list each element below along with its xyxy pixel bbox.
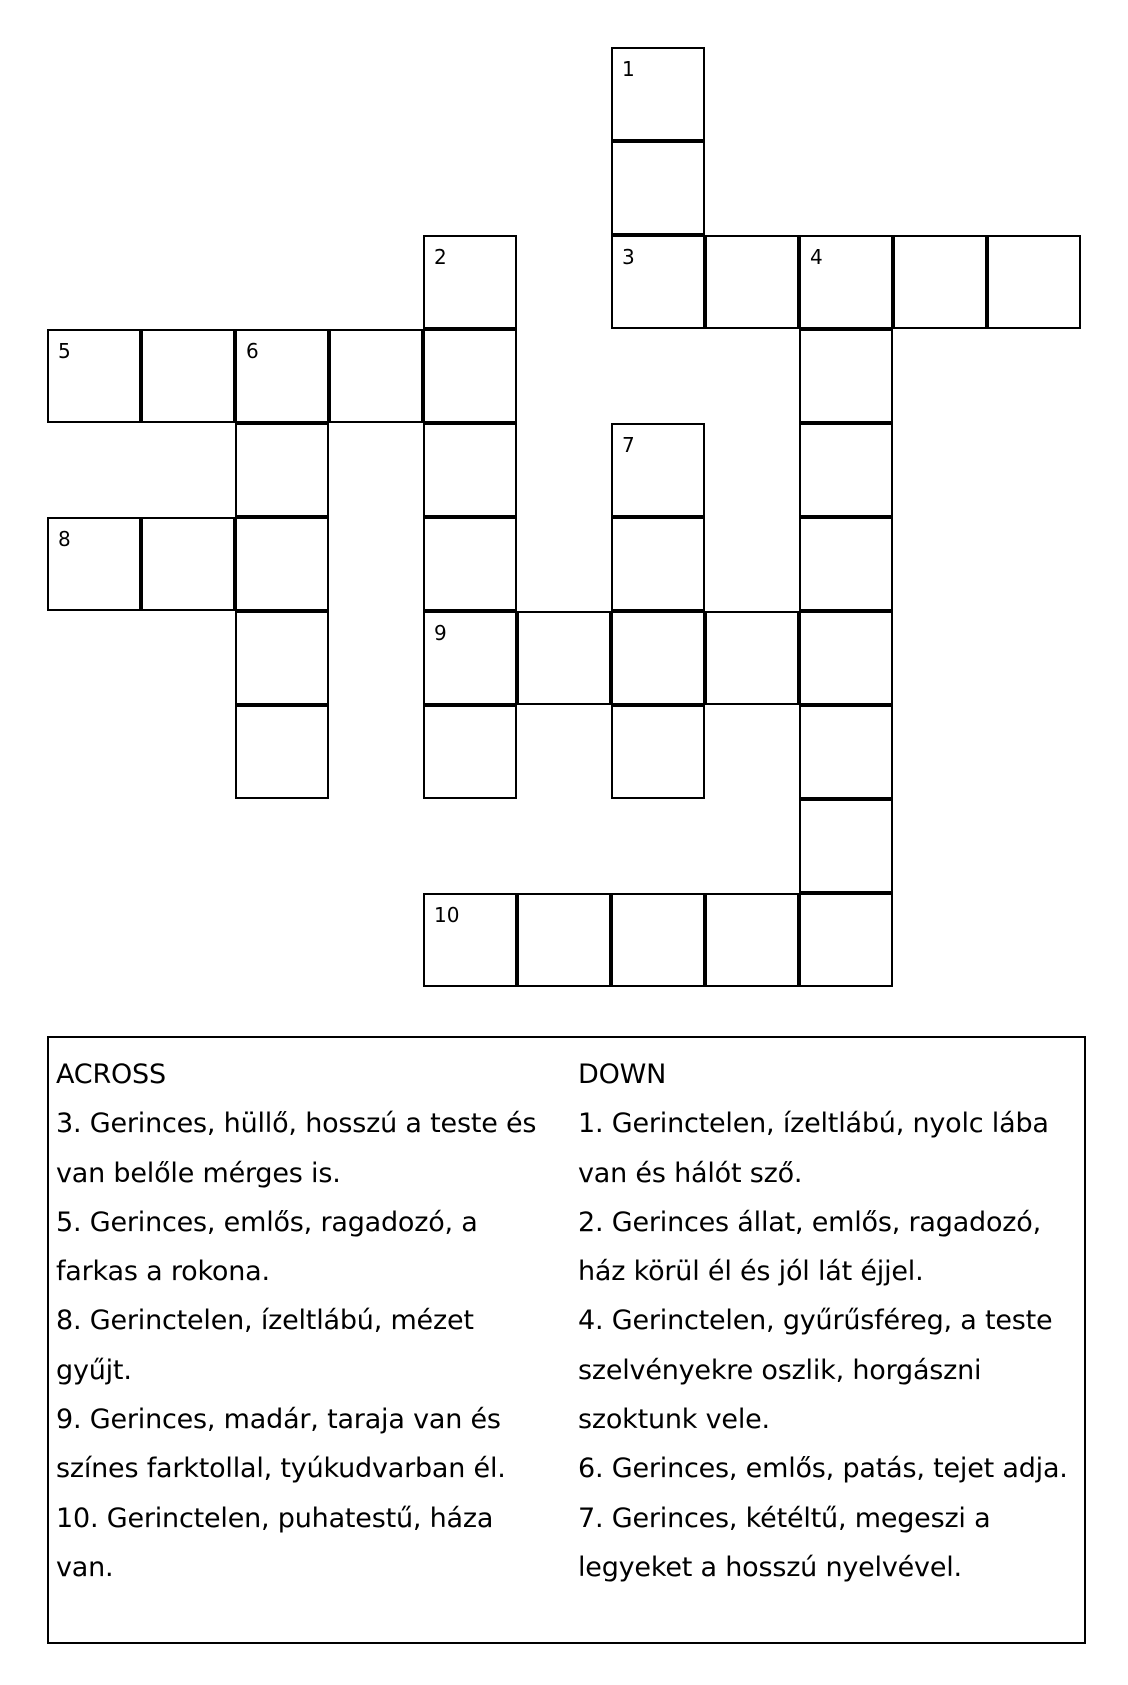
crossword-cell[interactable] — [799, 705, 893, 799]
crossword-cell[interactable] — [893, 235, 987, 329]
clue-line: ház körül él és jól lát éjjel. — [578, 1256, 924, 1288]
crossword-cell[interactable] — [705, 893, 799, 987]
crossword-cell[interactable] — [799, 893, 893, 987]
crossword-cell[interactable] — [517, 611, 611, 705]
across-heading: ACROSS — [56, 1059, 166, 1090]
crossword-cell[interactable] — [799, 329, 893, 423]
crossword-cell[interactable] — [423, 329, 517, 423]
clue-number: 6 — [246, 339, 259, 363]
clue-line: van. — [56, 1551, 114, 1583]
crossword-cell[interactable] — [235, 329, 329, 423]
clue-number: 7 — [622, 433, 635, 457]
across-clues — [56, 1050, 571, 1592]
clue-line: szelvényekre oszlik, horgászni — [578, 1354, 982, 1386]
crossword-cell[interactable] — [705, 611, 799, 705]
clue-number: 5 — [58, 339, 71, 363]
clue-line: szoktunk vele. — [578, 1404, 770, 1436]
clue-line: 10. Gerinctelen, puhatestű, háza — [56, 1502, 494, 1534]
crossword-cell[interactable] — [705, 235, 799, 329]
clue-number: 9 — [434, 621, 447, 645]
crossword-cell[interactable] — [423, 893, 517, 987]
crossword-cell[interactable] — [611, 611, 705, 705]
crossword-cell[interactable] — [799, 517, 893, 611]
clue-line: 4. Gerinctelen, gyűrűsféreg, a teste — [578, 1305, 1053, 1337]
clue-line: 1. Gerinctelen, ízeltlábú, nyolc lába — [578, 1108, 1049, 1140]
clue-line: gyűjt. — [56, 1354, 132, 1386]
clue-number: 2 — [434, 245, 447, 269]
crossword-cell[interactable] — [423, 235, 517, 329]
crossword-cell[interactable] — [235, 611, 329, 705]
clue-line: van belőle mérges is. — [56, 1157, 341, 1189]
down-heading: DOWN — [578, 1059, 667, 1090]
clue-number: 3 — [622, 245, 635, 269]
crossword-cell[interactable] — [423, 611, 517, 705]
crossword-cell[interactable] — [141, 329, 235, 423]
crossword-cell[interactable] — [329, 329, 423, 423]
clue-line: 9. Gerinces, madár, taraja van és — [56, 1404, 501, 1436]
clue-number: 8 — [58, 527, 71, 551]
crossword-cell[interactable] — [423, 423, 517, 517]
crossword-cell[interactable] — [611, 423, 705, 517]
crossword-cell[interactable] — [611, 141, 705, 235]
clue-line: 3. Gerinces, hüllő, hosszú a teste és — [56, 1108, 537, 1140]
crossword-cell[interactable] — [611, 47, 705, 141]
down-clues — [578, 1050, 1083, 1592]
crossword-cell[interactable] — [611, 235, 705, 329]
crossword-cell[interactable] — [799, 235, 893, 329]
crossword-cell[interactable] — [611, 893, 705, 987]
crossword-cell[interactable] — [235, 517, 329, 611]
clues-box — [47, 1036, 1086, 1644]
crossword-cell[interactable] — [987, 235, 1081, 329]
crossword-cell[interactable] — [517, 893, 611, 987]
clue-line: színes farktollal, tyúkudvarban él. — [56, 1453, 506, 1485]
crossword-cell[interactable] — [235, 705, 329, 799]
clue-number: 4 — [810, 245, 823, 269]
clue-line: 2. Gerinces állat, emlős, ragadozó, — [578, 1206, 1041, 1238]
crossword-cell[interactable] — [611, 517, 705, 611]
crossword-cell[interactable] — [235, 423, 329, 517]
crossword-cell[interactable] — [611, 705, 705, 799]
crossword-cell[interactable] — [423, 705, 517, 799]
clue-line: 8. Gerinctelen, ízeltlábú, mézet — [56, 1305, 474, 1337]
clue-line: van és hálót sző. — [578, 1157, 803, 1189]
crossword-cell[interactable] — [47, 329, 141, 423]
crossword-cell[interactable] — [799, 423, 893, 517]
crossword-cell[interactable] — [423, 517, 517, 611]
clue-line: 5. Gerinces, emlős, ragadozó, a — [56, 1206, 478, 1238]
clue-line: legyeket a hosszú nyelvével. — [578, 1551, 962, 1583]
clue-number: 10 — [434, 903, 460, 927]
crossword-cell[interactable] — [799, 611, 893, 705]
clue-number: 1 — [622, 57, 635, 81]
crossword-cell[interactable] — [141, 517, 235, 611]
clue-line: 6. Gerinces, emlős, patás, tejet adja. — [578, 1453, 1068, 1485]
clue-line: farkas a rokona. — [56, 1256, 270, 1288]
crossword-cell[interactable] — [799, 799, 893, 893]
crossword-cell[interactable] — [47, 517, 141, 611]
clue-line: 7. Gerinces, kétéltű, megeszi a — [578, 1502, 991, 1534]
